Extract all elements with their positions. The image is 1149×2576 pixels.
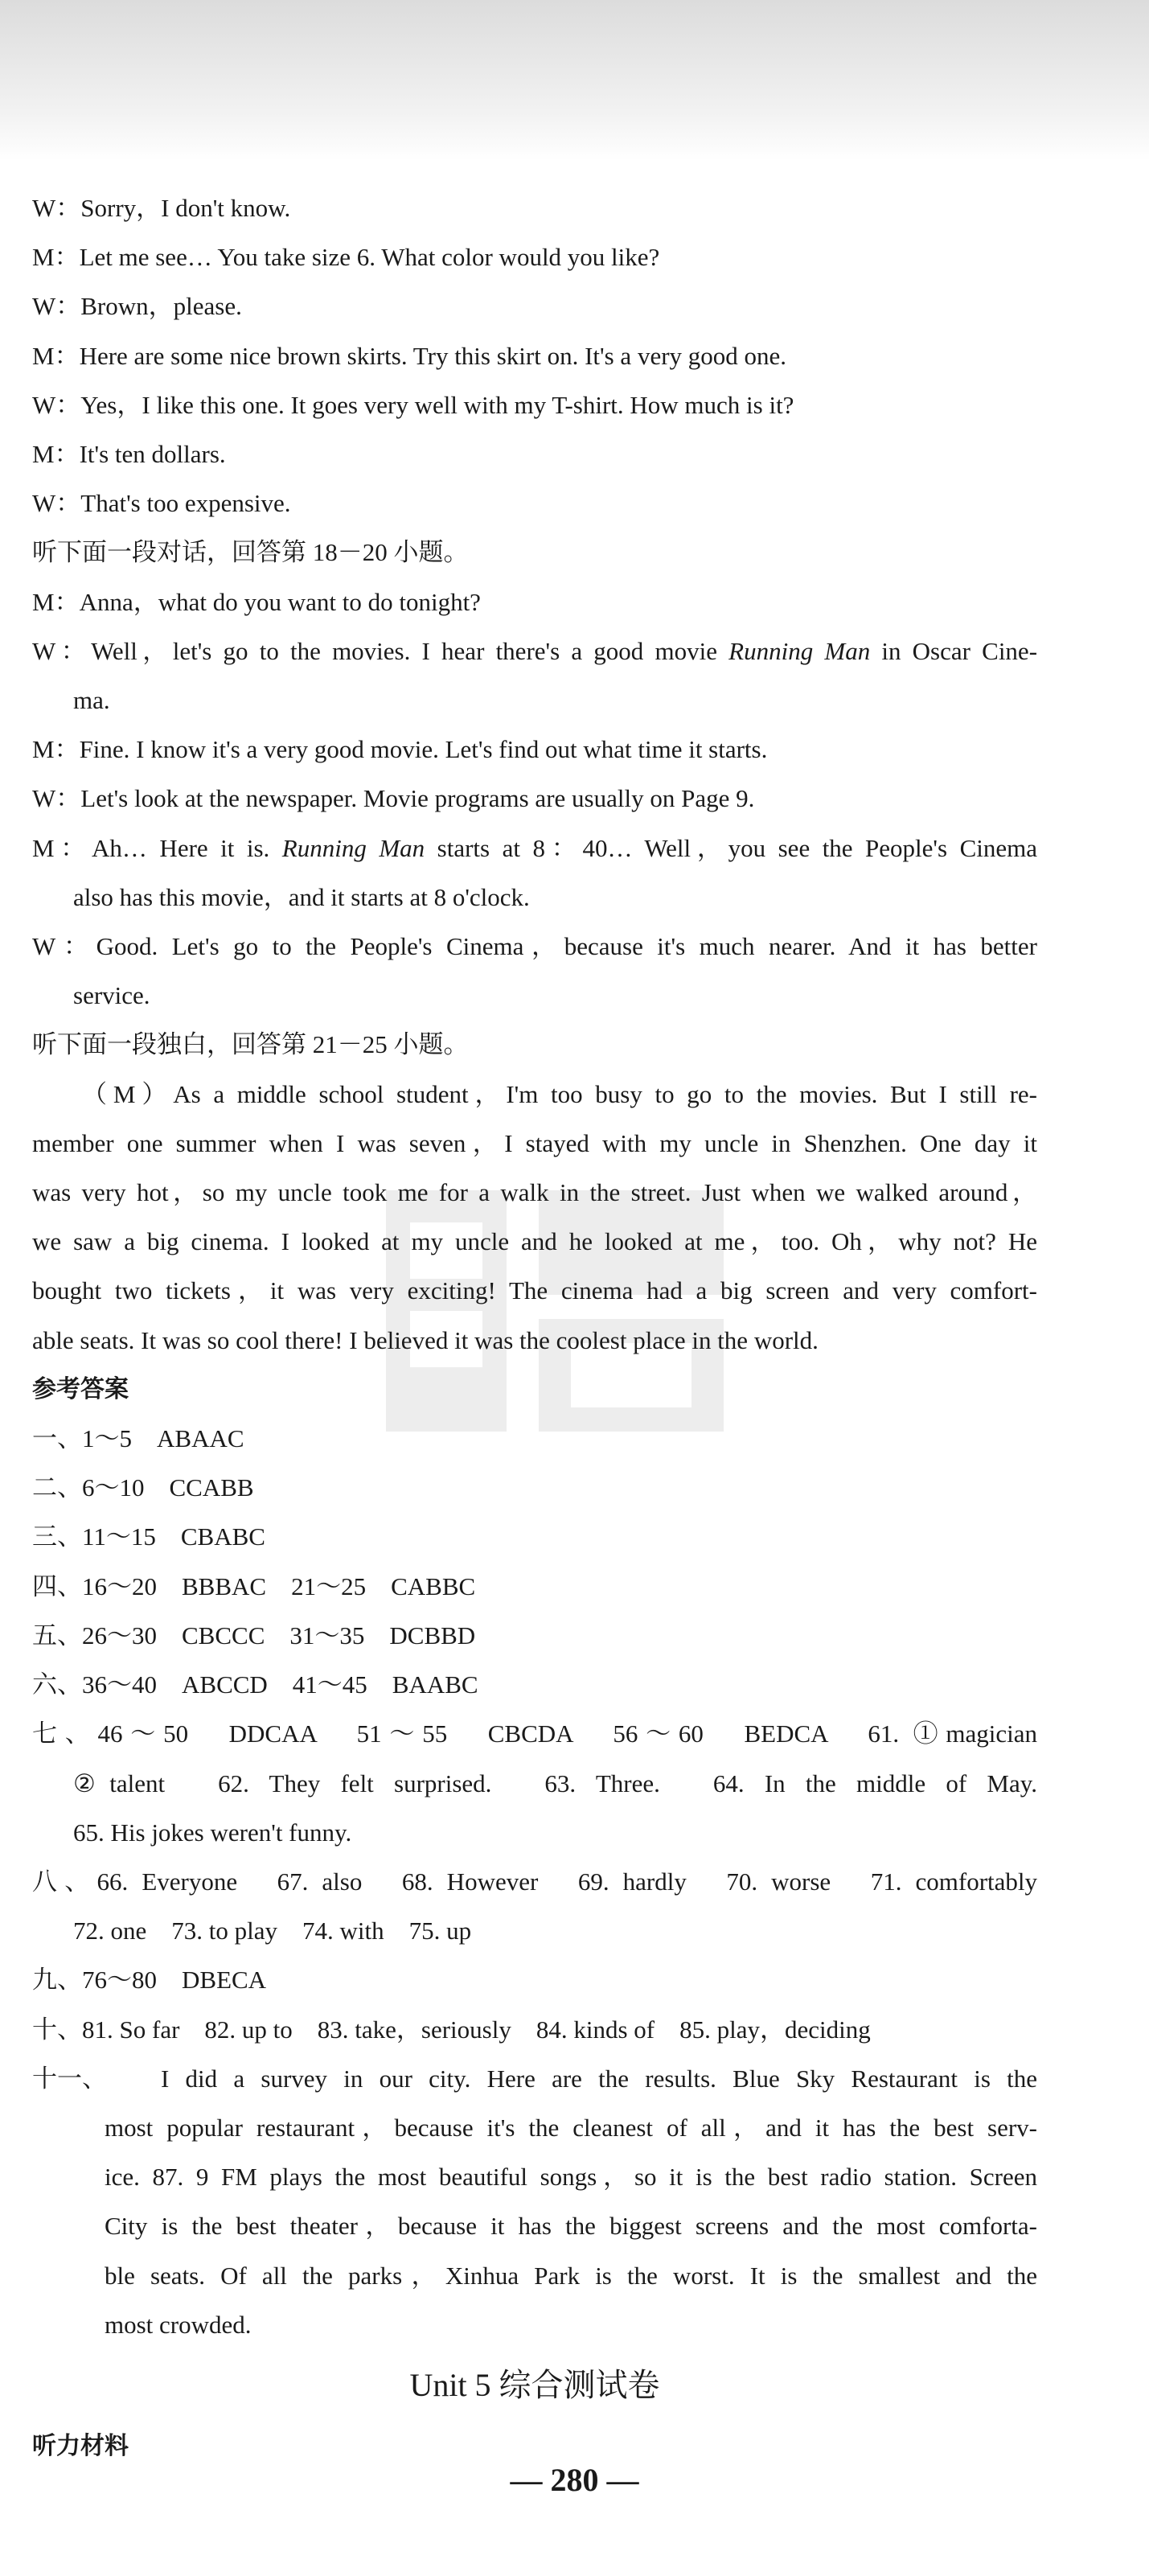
answer-line: 五、26～30 CBCCC 31～35 DCBBD bbox=[32, 1621, 476, 1650]
dialogue-line-continued: service. bbox=[73, 981, 150, 1010]
answer-11 bbox=[32, 2054, 1037, 2349]
dialogue-line-continued: ma. bbox=[73, 686, 110, 715]
answer-line: 七、46～50 DDCAA 51～55 CBCDA 56～60 BEDCA 61. ①magician bbox=[32, 1719, 1037, 1748]
monologue-line: we saw a big cinema. I looked at my uncle and he looked at me，too. Oh，why not? He bbox=[32, 1227, 1037, 1256]
dialogue-line: W：Sorry，I don't know. bbox=[32, 194, 291, 222]
answers-heading: 参考答案 bbox=[32, 1374, 129, 1403]
top-shadow-band bbox=[0, 0, 1149, 161]
answer-line-continued: ②talent 62. They felt surprised. 63. Three. 64. In the middle of May. bbox=[73, 1769, 1037, 1797]
dialogue-1 bbox=[32, 183, 1037, 528]
monologue-line: able seats. It was so cool there! I believed it was the coolest place in the world. bbox=[32, 1325, 819, 1354]
answer-line: 八、66. Everyone 67. also 68. However 69. hardly 70. worse 71. comfortably bbox=[32, 1867, 1037, 1896]
text-segment: in Oscar Cine- bbox=[870, 636, 1038, 665]
dialogue-line: W：Good. Let's go to the People's Cinema，because it's much nearer. And it has better bbox=[32, 932, 1037, 961]
answer-11-line: most crowded. bbox=[105, 2310, 252, 2339]
dialogue-line: M：It's ten dollars. bbox=[32, 440, 226, 469]
answer-line: 四、16～20 BBBAC 21～25 CABBC bbox=[32, 1571, 476, 1600]
dialogue-line: M：Let me see… You take size 6. What color would you like? bbox=[32, 243, 660, 272]
dialogue-2 bbox=[32, 577, 1037, 1021]
dialogue-line: W：Brown，please. bbox=[32, 292, 242, 321]
unit-title: Unit 5 综合测试卷 bbox=[409, 2366, 660, 2403]
dialogue-line: M：Here are some nice brown skirts. Try this skirt on. It's a very good one. bbox=[32, 341, 787, 370]
answer-line: 一、1～5 ABAAC bbox=[32, 1424, 244, 1453]
monologue-line: member one summer when I was seven，I stayed with my uncle in Shenzhen. One day it bbox=[32, 1128, 1037, 1157]
answer-11-line: City is the best theater，because it has the biggest screens and the most comforta- bbox=[105, 2212, 1037, 2241]
answer-line: 二、6～10 CCABB bbox=[32, 1473, 254, 1502]
listening-heading: 听力材料 bbox=[32, 2431, 129, 2460]
monologue-line: was very hot，so my uncle took me for a walk in the street. Just when we walked around， bbox=[32, 1178, 1037, 1207]
dialogue-line: W：Yes，I like this one. It goes very well with my T-shirt. How much is it? bbox=[32, 390, 794, 419]
answer-key bbox=[32, 1414, 1037, 2349]
text-segment: M：Ah… Here it is. bbox=[32, 833, 282, 862]
movie-title: Running Man bbox=[281, 833, 425, 862]
answer-11-line: ble seats. Of all the parks，Xinhua Park is the worst. It is the smallest and the bbox=[105, 2261, 1037, 2290]
movie-title: Running Man bbox=[728, 636, 871, 665]
dialogue-line: W：Let's look at the newspaper. Movie programs are usually on Page 9. bbox=[32, 784, 755, 813]
answer-11-line: most popular restaurant，because it's the cleanest of all，and it has the best serv- bbox=[105, 2113, 1037, 2142]
dialogue-line bbox=[32, 824, 1037, 873]
dialogue-line: M：Anna，what do you want to do tonight? bbox=[32, 587, 481, 616]
dialogue-line-continued: also has this movie，and it starts at 8 o'clock. bbox=[73, 882, 530, 911]
answer-line: 六、36～40 ABCCD 41～45 BAABC bbox=[32, 1670, 478, 1699]
answer-11-line: I did a survey in our city. Here are the results. Blue Sky Restaurant is the bbox=[161, 2064, 1037, 2093]
answer-line: 三、11～15 CBABC bbox=[32, 1522, 265, 1551]
document-body bbox=[32, 183, 1037, 2471]
answer-11-line: ice. 87. 9 FM plays the most beautiful songs，so it is the best radio station. Screen bbox=[105, 2163, 1037, 2192]
dialogue-line bbox=[32, 627, 1037, 676]
dialogue-line: W：That's too expensive. bbox=[32, 489, 291, 518]
text-segment: starts at 8：40… Well，you see the People's Cinema bbox=[425, 833, 1037, 862]
dialogue-line: M：Fine. I know it's a very good movie. Let's find out what time it starts. bbox=[32, 735, 768, 764]
monologue-line: （M）As a middle school student，I'm too busy to go to the movies. But I still re- bbox=[82, 1079, 1037, 1108]
monologue-line: bought two tickets，it was very exciting! The cinema had a big screen and very comfort- bbox=[32, 1276, 1037, 1305]
monologue bbox=[32, 1070, 1037, 1365]
answer-line-continued: 65. His jokes weren't funny. bbox=[73, 1818, 352, 1847]
answer-line-continued: 72. one 73. to play 74. with 75. up bbox=[73, 1917, 472, 1945]
answer-line: 九、76～80 DBECA bbox=[32, 1966, 267, 1995]
instruction-18-20: 听下面一段对话，回答第 18－20 小题。 bbox=[32, 538, 469, 567]
page-number: — 280 — bbox=[510, 2462, 639, 2498]
text-segment: W：Well，let's go to the movies. I hear there's a good movie bbox=[32, 636, 729, 665]
answer-line: 十、81. So far 82. up to 83. take，seriously 84. kinds of 85. play，deciding bbox=[32, 2015, 871, 2044]
answer-11-label: 十一、 bbox=[32, 2064, 107, 2093]
instruction-21-25: 听下面一段独白，回答第 21－25 小题。 bbox=[32, 1030, 469, 1059]
